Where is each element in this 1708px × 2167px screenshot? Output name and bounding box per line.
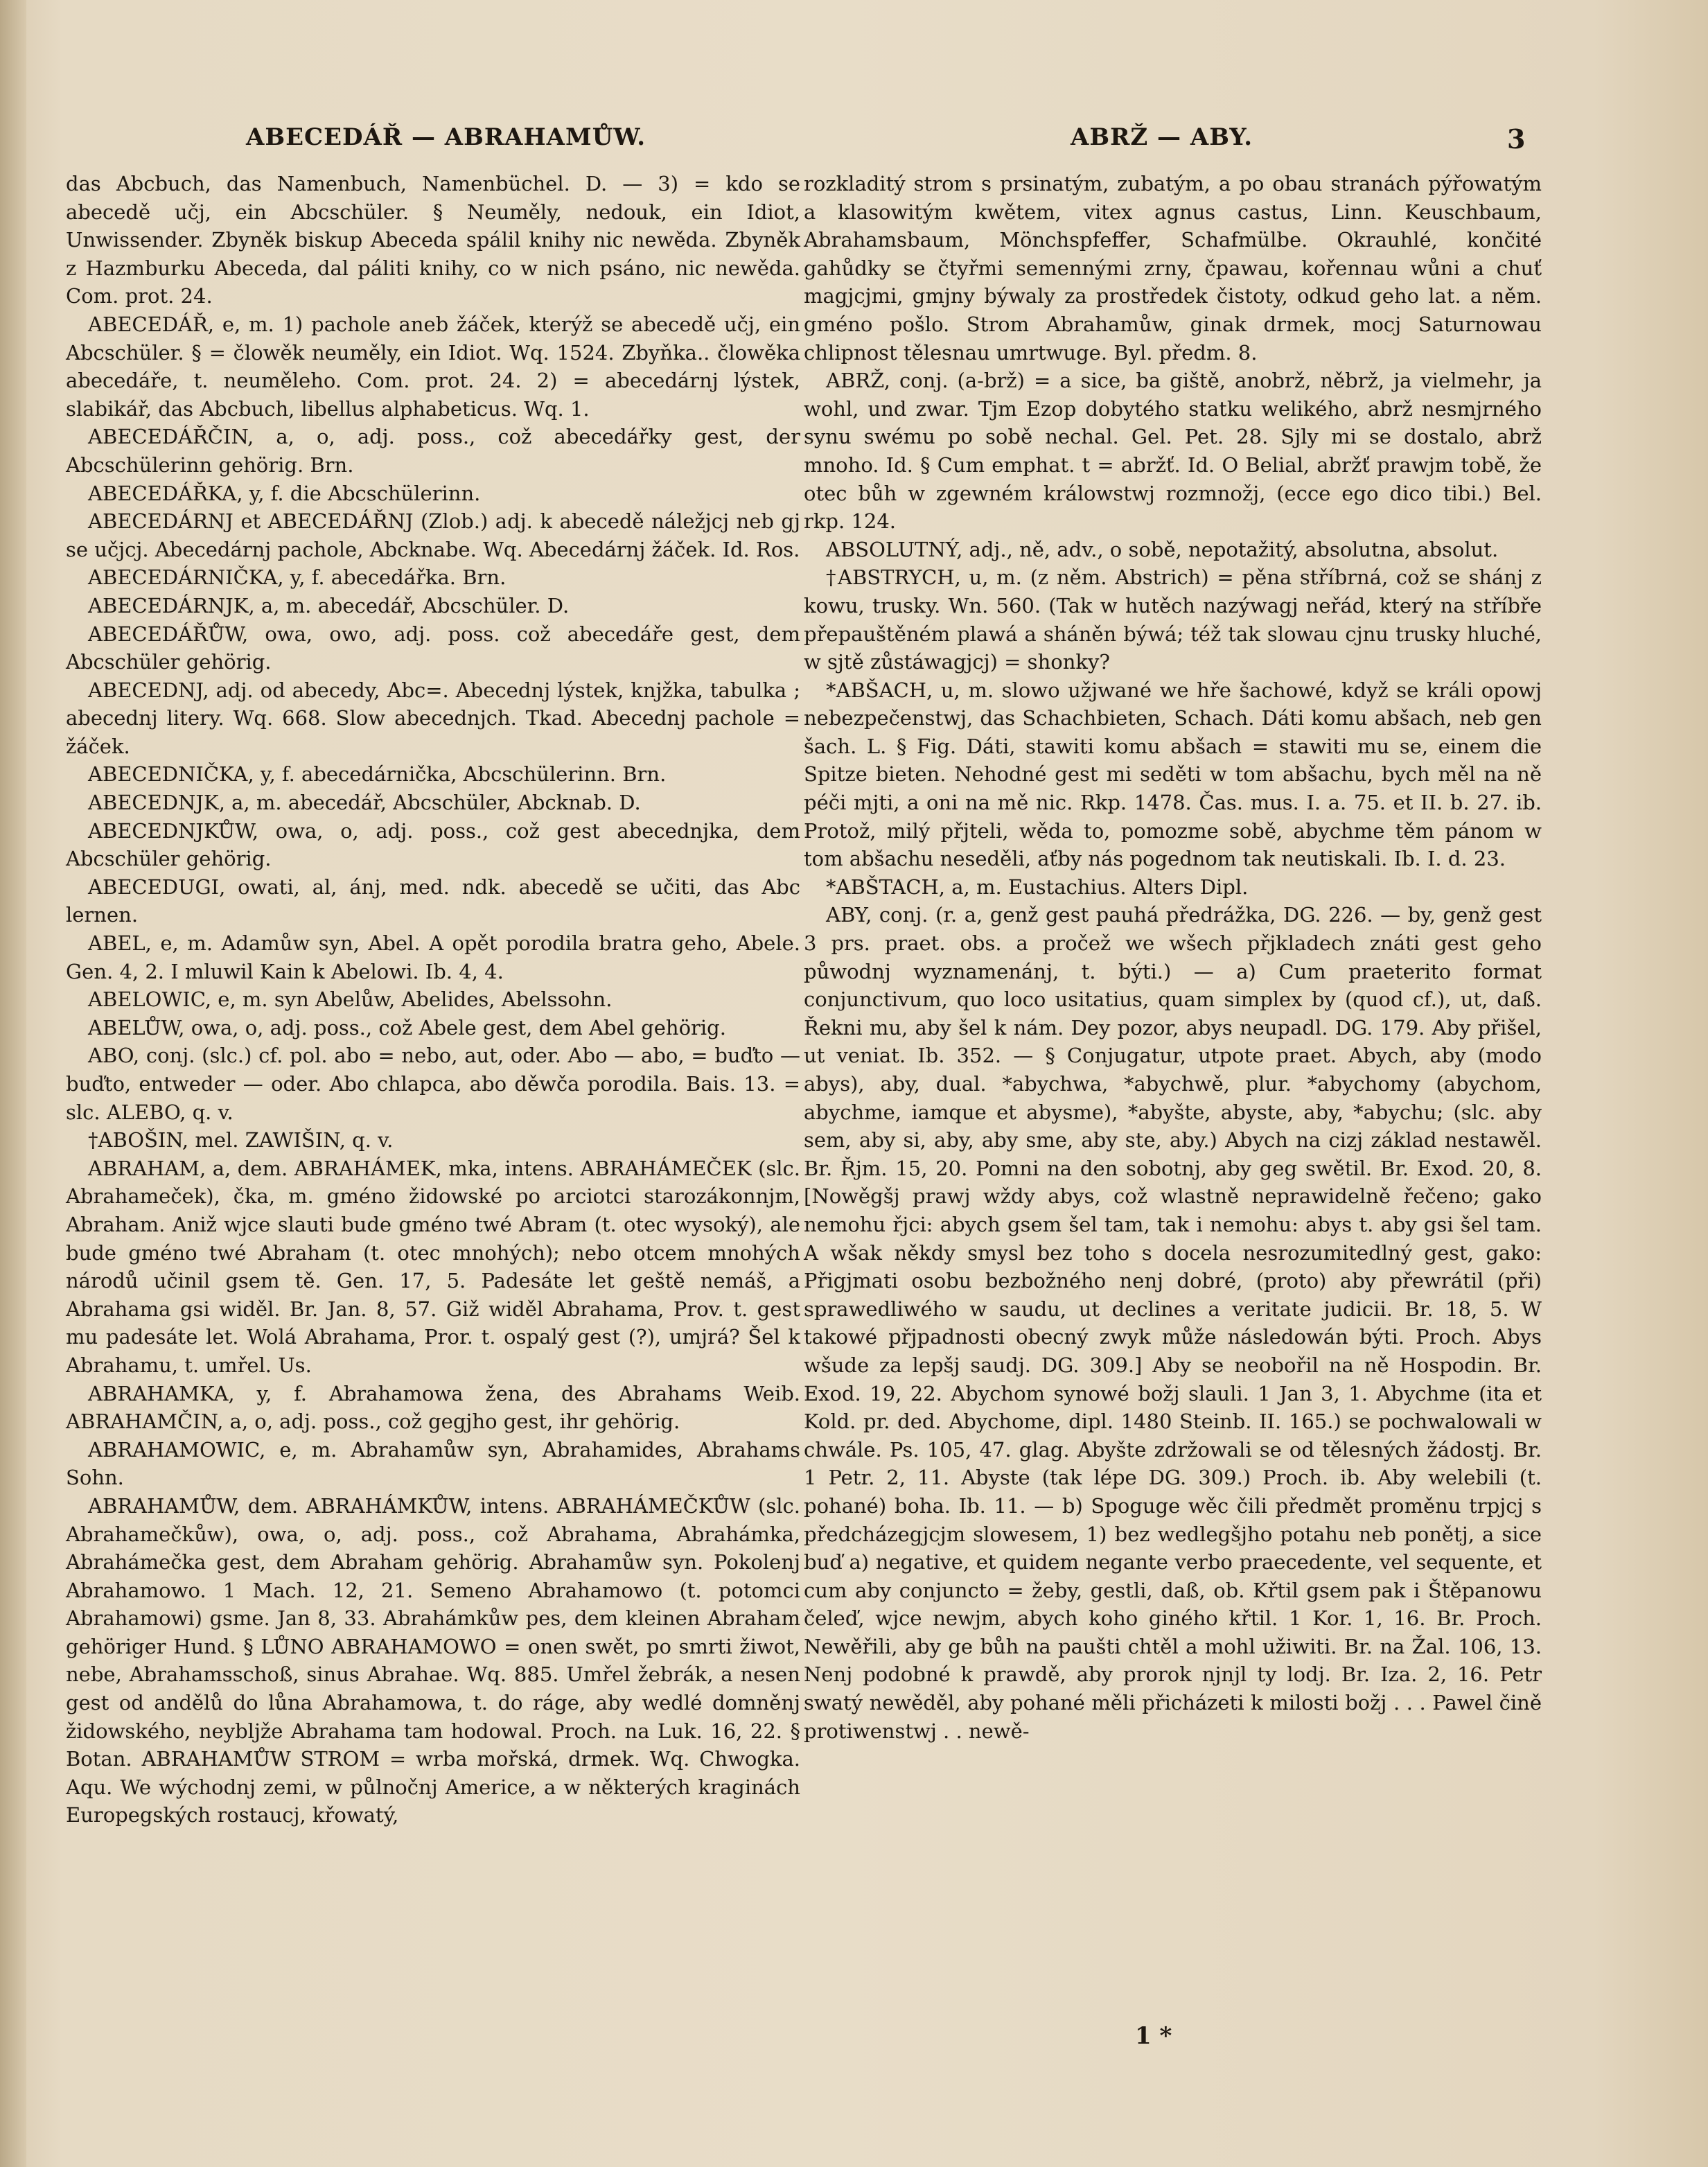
dictionary-entry: rozkladitý strom s prsinatým, zubatým, a po obau stranách pýřowatým a klasowitým kwětem, vitex agnus castus, Linn. Keuschbaum, Abrahamsbaum, Mönchspfeffer, Schafmülbe. Okrauhlé, končité gahůdky se čtyřmi semennými zrny, čpawau, kořennau wůni a chuť magjcjmi, gmjny býwaly za prostředek čistoty, odkud gehо lat. a něm. gméno pošlo. Strom Abrahamůw, ginak drmek, mocj Saturnowau chlipnost tělesnau umrtwuge. Byl. předm. 8. — [804, 172, 1542, 365]
dictionary-entry: ABECEDÁŘ, e, m. 1) pachole aneb žáček, kterýž se abecedě učj, ein Abcschüler. § = člowěk neuměly, ein Idiot. Wq. 1524. Zbyňka.. člowěka abecedáře, t. neuměleho. Com. prot. 24. 2) = abecedárnj lýstek, slabikář, das Abcbuch, libellus alphabeticus. Wq. 1. — [66, 312, 800, 421]
dictionary-entry: ABECEDÁŘŮW, owa, owo, adj. poss. což abecedáře gest, dem Abcschüler gehörig. — [66, 622, 800, 674]
dictionary-entry: ABO, conj. (slc.) cf. pol. abo = nebo, aut, oder. Abo — abo, = buďto — buďto, entweder — oder. Abo chlapca, abo děwča porodila. Bais. 13. = slc. ALEBO, q. v. — [66, 1044, 800, 1124]
dictionary-entry: ABRAHAMOWIC, e, m. Abrahamůw syn, Abrahamides, Abrahams Sohn. — [66, 1437, 800, 1490]
dictionary-entry: ABECEDNJK, a, m. abecedář, Abcschüler, Abcknab. D. — [88, 791, 641, 815]
right-column — [804, 170, 1542, 1745]
left-column — [66, 170, 800, 1830]
dictionary-entry: †ABOŠIN, mel. ZAWIŠIN, q. v. — [88, 1128, 394, 1152]
dictionary-entry: ABY, conj. (r. a, genž gest pauhá předrážka, DG. 226. — by, genž gest 3 prs. praet. obs. a pročež we wšech přjkladech znáti gest geho půwodnj wyznamenánj, t. býti.) — a) Cum praeterito format conjunctivum, quo loco usitatius, quam simplex by (quod cf.), ut, daß. Řekni mu, aby šel k nám. Dey pozor, abys neupadl. DG. 179. Aby přišel, ut veniat. Ib. 352. — § Conjugatur, utpote praet. Abych, aby (modo abys), aby, dual. *abychwa, *abychwě, plur. *abychomy (abychom, abychme, iamque et abysme), *abyšte, abyste, aby, *abychu; (slc. aby sem, aby si, aby, aby sme, aby ste, aby.) Abych na cizj základ nestawěl. Br. Řjm. 15, 20. Pomni na den sobotnj, aby geg swětil. Br. Exod. 20, 8. [Nowěgšj prawj wždy abys, což wlastně neprawidelně řečeno; gako nemohu řjci: abych gsem šel tam, tak i nemohu: abys t. aby gsi šel tam. A wšak někdy smysl bez toho s docela nesrozumitedlný gest, gako: Přigjmati osobu bezbožného nenj dobré, (proto) aby přewrátil (při) sprawedliwého w saudu, ut declines a veritate judicii. Br. 18, 5. W takowé přjpadnosti obecný zwyk může následowán býti. Proch. Abys wšude za lepšj saudj. DG. 309.] Aby se neobořil na ně Hospodin. Br. Exod. 19, 22. Abychom synowé božj slauli. 1 Jan 3, 1. Abychme (ita et Kold. pr. ded. Abychome, dipl. 1480 Steinb. II. 165.) se pochwalowali w chwále. Ps. 105, 47. glag. Abyšte zdržowali se od tělesných žádostj. Br. 1 Petr. 2, 11. Abyste (tak lépe DG. 309.) Proch. ib. Aby welebili (t. pohané) boha. Ib. 11. — b) Spoguge wěc čili předmět proměnu trpjcj s předcházegjcjm slowesem, 1) bez wedlegšjho potahu neb ponětj, a sice buď a) negative, et quidem negante verbo praecedente, vel sequente, et cum aby conjuncto = žeby, gestli, daß, ob. Křtil gsem pak i Štěpanowu čeleď, wjce newjm, abych koho giného křtil. 1 Kor. 1, 16. Br. Proch. Newěřili, aby ge bůh na paušti chtěl a mohl užiwiti. Br. na Žal. 106, 13. Nenj podobné k prawdě, aby prorok njnjl ty lodj. Br. Iza. 2, 16. Petr swatý newěděl, aby pohané měli přicházeti k milosti božj . . . Pawel čině protiwenstwj . . newě- — [804, 903, 1542, 1743]
dictionary-entry: ABECEDUGI, owati, al, ánj, med. ndk. abecedě se učiti, das Abc lernen. — [66, 875, 800, 927]
dictionary-entry: ABELŮW, owa, o, adj. poss., což Abele gest, dem Abel gehörig. — [88, 1015, 726, 1039]
dictionary-entry: ABRAHAMKA, y, f. Abrahamowa žena, des Abrahams Weib. ABRAHAMČIN, a, o, adj. poss., což gegjho gest, ihr gehörig. — [66, 1381, 800, 1434]
dictionary-entry: *ABŠTACH, a, m. Eustachius. Alters Dipl. — [826, 875, 1249, 899]
dictionary-entry: ABECEDÁRNJK, a, m. abecedář, Abcschüler. D. — [88, 593, 570, 617]
dictionary-entry: ABECEDNJ, adj. od abecedy, Abc=. Abecednj lýstek, knjžka, tabulka ; abecednj litery. Wq. 668. Slow abecednjch. Tkad. Abecednj pachole = žáček. — [66, 678, 800, 758]
dictionary-entry: ABRAHAM, a, dem. ABRAHÁMEK, mka, intens. ABRAHÁMEČEK (slc. Abrahameček), čka, m. gméno židowské po arciotci starozákonnjm, Abraham. Aniž wjce slauti bude gméno twé Abram (t. otec wysoký), ale bude gméno twé Abraham (t. otec mnohých); nebo otcem mnohých národů učinil gsem tě. Gen. 17, 5. Padesáte let geště nemáš, a Abrahama gsi widěl. Br. Jan. 8, 57. Giž widěl Abrahama, Prov. t. gest mu padesáte let. Wolá Abrahama, Pror. t. ospalý gest (?), umjrá? Šel k Abrahamu, t. umřel. Us. — [66, 1156, 800, 1377]
running-head-left: ABECEDÁŘ — ABRAHAMŮW. — [246, 123, 646, 151]
dictionary-entry: ABELOWIC, e, m. syn Abelůw, Abelides, Abelssohn. — [88, 988, 613, 1012]
binding-edge — [0, 0, 26, 2167]
dictionary-entry: das Abcbuch, das Namenbuch, Namenbüchel. D. — 3) = kdo se abecedě učj, ein Abcschüler. § Neuměly, nedouk, ein Idiot, Unwissender. Zbyněk biskup Abeceda spálil knihy nic newěda. Zbyněk z Hazmburku Abeceda, dal páliti knihy, co w nich psáno, nic newěda. Com. prot. 24. — [66, 172, 800, 308]
page-number: 3 — [1507, 123, 1526, 155]
signature-mark: 1 * — [1135, 2022, 1172, 2050]
dictionary-entry: ABECEDÁRNIČKA, y, f. abecedářka. Brn. — [88, 565, 507, 590]
dictionary-entry: ABSOLUTNÝ, adj., ně, adv., o sobě, nepotažitý, absolutna, absolut. — [826, 537, 1499, 561]
dictionary-entry: ABECEDNJKŮW, owa, o, adj. poss., což gest abecednjka, dem Abcschüler gehörig. — [66, 818, 800, 871]
dictionary-entry: ABRAHAMŮW, dem. ABRAHÁMKŮW, intens. ABRAHÁMEČKŮW (slc. Abrahamečkůw), owa, o, adj. poss., což Abrahama, Abrahámka, Abrahámečka gest, dem Abraham gehörig. Abrahamůw syn. Pokolenj Abrahamowo. 1 Mach. 12, 21. Semeno Abrahamowo (t. potomci Abrahamowi) gsme. Jan 8, 33. Abrahámkůw pes, dem kleinen Abraham gehöriger Hund. § LŮNO ABRAHAMOWO = onen swět, po smrti žiwot, nebe, Abrahamsschoß, sinus Abrahae. Wq. 885. Umřel žebrák, a nesen gest od andělů do lůna Abrahamowa, t. do ráge, aby wedlé domněnj židowského, neybljže Abrahama tam hodowal. Proch. na Luk. 16, 22. § Botan. ABRAHAMŮW STROM = wrba mořská, drmek. Wq. Chwogka. Aqu. We wýchodnj zemi, w půlnočnj Americe, a w některých kraginách Europegských rostaucj, křowatý, — [66, 1493, 800, 1827]
dictionary-entry: *ABŠACH, u, m. slowo užjwané we hře šachowé, když se králi opowj nebezpečenstwj, das Schachbieten, Schach. Dáti komu abšach, neb gen šach. L. § Fig. Dáti, stawiti komu abšach = stawiti mu se, einem die Spitze bieten. Nehodné gest mi seděti w tom abšachu, bych měl na ně péči mjti, a oni na mě nic. Rkp. 1478. Čas. mus. I. a. 75. et II. b. 27. ib. Protož, milý přjteli, wěda to, pomozme sobě, abychme těm pánom w tom abšachu neseděli, aťby nás pogednom tak neutiskali. Ib. I. d. 23. — [804, 678, 1542, 871]
dictionary-entry: †ABSTRYCH, u, m. (z něm. Abstrich) = pěna stříbrná, což se shánj z kowu, trusky. Wn. 560. (Tak w hutěch nazýwagj neřád, který na stříbře přepauštěném plawá a sháněn býwá; též tak slowau cjnu trusky hluché, w sjtě zůstáwagjcj) = shonky? — [804, 565, 1542, 674]
dictionary-entry: ABECEDÁŘČIN, a, o, adj. poss., což abecedářky gest, der Abcschülerinn gehörig. Brn. — [66, 425, 800, 477]
running-head-right: ABRŽ — ABY. — [1071, 123, 1253, 151]
dictionary-entry: ABECEDÁŘKA, y, f. die Abcschülerinn. — [88, 481, 481, 505]
dictionary-entry: ABECEDNIČKA, y, f. abecedárnička, Abcschülerinn. Brn. — [88, 762, 667, 787]
dictionary-entry: ABRŽ, conj. (a-brž) = a sice, ba giště, anobrž, něbrž, ja vielmehr, ja wohl, und zwar. Tjm Ezop dobytého statku welikého, abrž nesmjrného synu swému po sobě nechal. Gel. Pet. 28. Sjly mi se dostalo, abrž mnoho. Id. § Cum emphat. t = abržť. Id. O Belial, abržť prawjm tobě, že otec bůh w zgewném králowstwj rozmnožj, (ecce ego dico tibi.) Bel. rkp. 124. — [804, 369, 1542, 534]
dictionary-entry: ABECEDÁRNJ et ABECEDÁŘNJ (Zlob.) adj. k abecedě náležjcj neb gj se učjcj. Abecedárnj pachole, Abcknabe. Wq. Abecedárnj žáček. Id. Ros. — [66, 509, 800, 561]
dictionary-entry: ABEL, e, m. Adamůw syn, Abel. A opět porodila bratra geho, Abele. Gen. 4, 2. I mluwil Kain k Abelowi. Ib. 4, 4. — [66, 931, 800, 983]
